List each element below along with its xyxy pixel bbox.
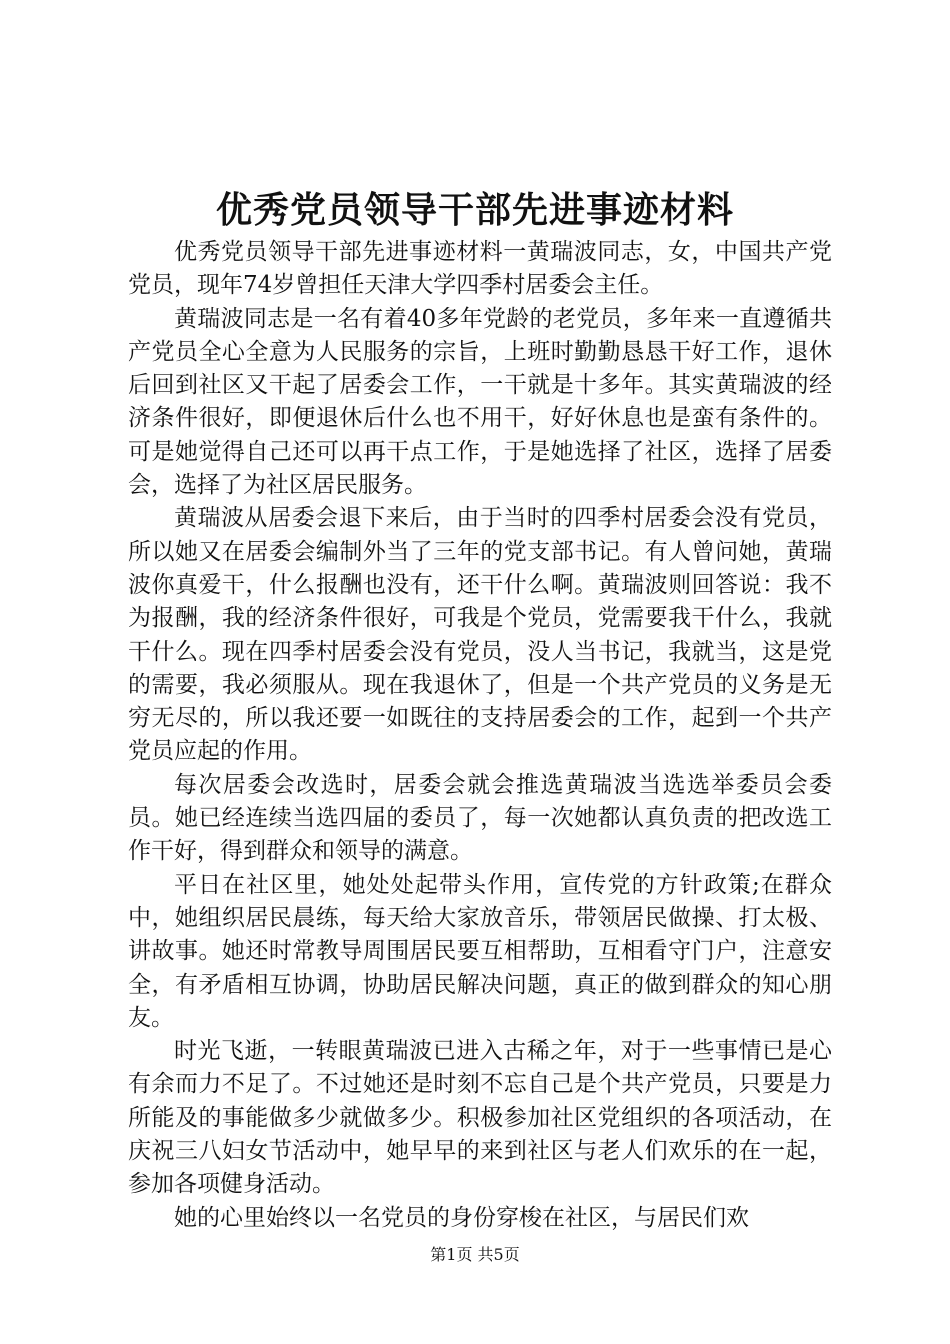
body-paragraph: 黄瑞波从居委会退下来后，由于当时的四季村居委会没有党员，所以她又在居委会编制外当了三年的党支部书记。有人曾问她，黄瑞波你真爱干，什么报酬也没有，还干什么啊。黄瑞波则回答说：我不为报酬，我的经济条件很好，可我是个党员，党需要我干什么，我就干什么。现在四季村居委会没有党员，没人当书记，我就当，这是党的需要，我必须服从。现在我退休了，但是一个共产党员的义务是无穷无尽的，所以我还要一如既往的支持居委会的工作，起到一个共产党员应起的作用。 [128,505,832,765]
page-number-footer: 第1页 共5页 [430,1245,520,1264]
document-title: 优秀党员领导干部先进事迹材料 [215,189,734,231]
document-body [128,236,832,1235]
body-paragraph: 黄瑞波同志是一名有着40多年党龄的老党员，多年来一直遵循共产党员全心全意为人民服务的宗旨，上班时勤勤恳恳干好工作，退休后回到社区又干起了居委会工作，一干就是十多年。其实黄瑞波的经济条件很好，即便退休后什么也不用干，好好休息也是蛮有条件的。可是她觉得自己还可以再干点工作，于是她选择了社区，选择了居委会，选择了为社区居民服务。 [128,305,832,499]
body-paragraph: 时光飞逝，一转眼黄瑞波已进入古稀之年，对于一些事情已是心有余而力不足了。不过她还是时刻不忘自己是个共产党员，只要是力所能及的事能做多少就做多少。积极参加社区党组织的各项活动，在庆祝三八妇女节活动中，她早早的来到社区与老人们欢乐的在一起，参加各项健身活动。 [128,1038,832,1198]
body-paragraph: 平日在社区里，她处处起带头作用，宣传党的方针政策;在群众中，她组织居民晨练，每天给大家放音乐，带领居民做操、打太极、讲故事。她还时常教导周围居民要互相帮助，互相看守门户，注意安全，有矛盾相互协调，协助居民解决问题，真正的做到群众的知心朋友。 [128,871,832,1031]
body-paragraph: 她的心里始终以一名党员的身份穿梭在社区，与居民们欢 [174,1204,749,1231]
body-paragraph: 优秀党员领导干部先进事迹材料一黄瑞波同志，女，中国共产党党员，现年74岁曾担任天津大学四季村居委会主任。 [128,239,832,299]
body-paragraph: 每次居委会改选时，居委会就会推选黄瑞波当选选举委员会委员。她已经连续当选四届的委员了，每一次她都认真负责的把改选工作干好，得到群众和领导的满意。 [128,771,832,865]
